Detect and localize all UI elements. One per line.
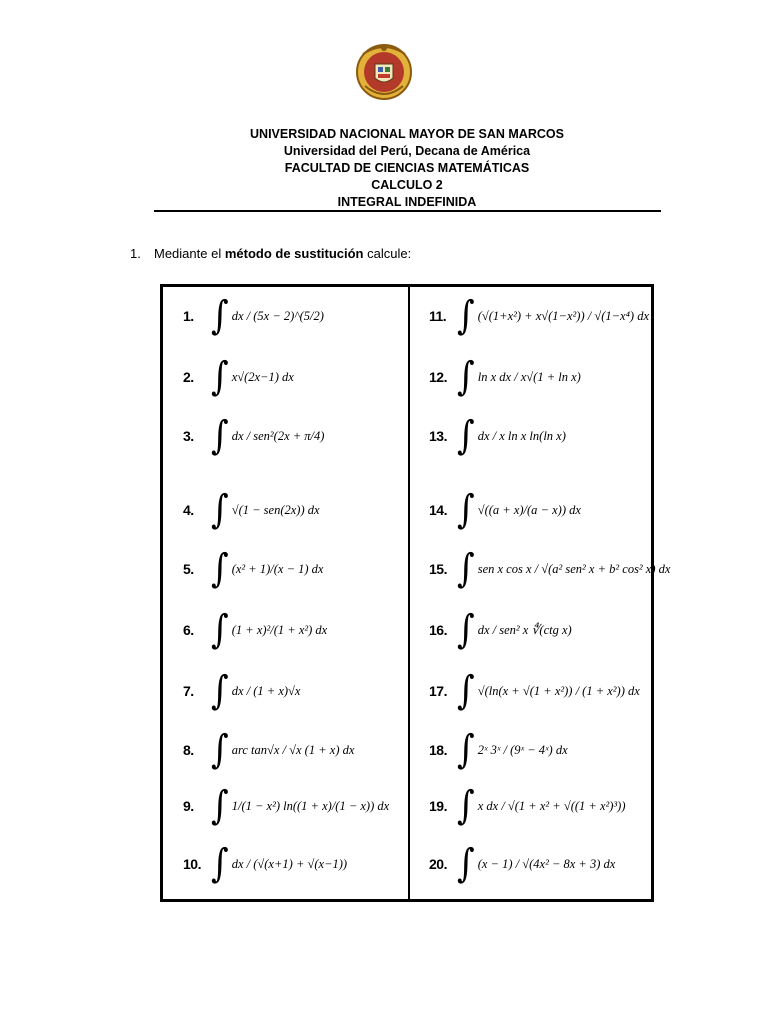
question-prefix: Mediante el xyxy=(154,246,225,261)
integral-sign: ∫ xyxy=(211,413,229,459)
problem-number: 7. xyxy=(183,683,194,699)
university-name: UNIVERSIDAD NACIONAL MAYOR DE SAN MARCOS xyxy=(250,127,564,141)
problem-integrand: x dx / √(1 + x² + √((1 + x²)³)) xyxy=(477,798,626,813)
integral-sign: ∫ xyxy=(457,783,475,829)
problem-10 xyxy=(183,841,348,887)
problem-12 xyxy=(429,354,581,400)
university-subtitle: Universidad del Perú, Decana de América xyxy=(283,144,531,158)
integral-sign: ∫ xyxy=(211,487,229,533)
integral-sign: ∫ xyxy=(457,354,475,400)
integral-sign: ∫ xyxy=(211,546,229,592)
problem-integrand: 1/(1 − x²) ln((1 + x)/(1 − x)) dx xyxy=(231,798,390,813)
problem-14 xyxy=(429,487,581,533)
problem-integrand: dx / sen² x ∜(ctg x) xyxy=(477,623,572,637)
problem-integrand: dx / (1 + x)√x xyxy=(231,683,301,698)
problem-integrand: (√(1+x²) + x√(1−x²)) / √(1−x⁴) dx xyxy=(477,308,650,323)
column-divider xyxy=(408,287,410,899)
problem-integrand: dx / sen²(2x + π/4) xyxy=(231,428,325,443)
question-number: 1. xyxy=(130,246,141,261)
problem-8 xyxy=(183,727,355,773)
problem-5 xyxy=(183,546,324,592)
problem-13 xyxy=(429,413,566,459)
problem-number: 4. xyxy=(183,502,194,518)
problem-number: 2. xyxy=(183,369,194,385)
problem-integrand: (1 + x)²/(1 + x²) dx xyxy=(231,622,328,637)
header-divider xyxy=(154,210,661,212)
problem-number: 19. xyxy=(429,798,447,814)
problem-integrand: (x² + 1)/(x − 1) dx xyxy=(231,561,324,576)
topic-title: INTEGRAL INDEFINIDA xyxy=(337,195,477,209)
problem-number: 6. xyxy=(183,622,194,638)
problem-number: 20. xyxy=(429,856,447,872)
problem-19 xyxy=(429,783,626,829)
problem-integrand: arc tan√x / √x (1 + x) dx xyxy=(231,742,355,757)
problem-number: 11. xyxy=(429,308,447,324)
problem-number: 14. xyxy=(429,502,447,518)
integral-sign: ∫ xyxy=(457,546,475,592)
problem-number: 16. xyxy=(429,622,447,638)
integral-sign: ∫ xyxy=(211,668,229,714)
problem-number: 10. xyxy=(183,856,201,872)
problem-integrand: 2ˣ 3ˣ / (9ˣ − 4ˣ) dx xyxy=(477,742,568,757)
integral-sign: ∫ xyxy=(211,354,229,400)
problem-number: 15. xyxy=(429,561,447,577)
problem-1 xyxy=(183,293,324,339)
document-header xyxy=(154,126,660,211)
problem-20 xyxy=(429,841,616,887)
problem-number: 13. xyxy=(429,428,447,444)
question-method: método de sustitución xyxy=(224,246,364,261)
question-statement xyxy=(130,246,411,261)
university-seal-logo xyxy=(353,40,415,102)
problem-6 xyxy=(183,607,328,653)
integral-sign: ∫ xyxy=(211,727,229,773)
integral-sign: ∫ xyxy=(457,293,475,339)
problem-integrand: dx / (5x − 2)^(5/2) xyxy=(231,308,324,323)
faculty-name: FACULTAD DE CIENCIAS MATEMÁTICAS xyxy=(284,161,530,175)
integral-sign: ∫ xyxy=(211,607,229,653)
problem-11 xyxy=(429,293,650,339)
problem-number: 9. xyxy=(183,798,194,814)
problem-number: 18. xyxy=(429,742,447,758)
integral-sign: ∫ xyxy=(211,293,229,339)
problem-16 xyxy=(429,607,572,653)
problem-17 xyxy=(429,668,640,714)
question-suffix: calcule: xyxy=(363,246,412,261)
problems-table xyxy=(160,284,671,902)
problem-18 xyxy=(429,727,568,773)
problem-integrand: √((a + x)/(a − x)) dx xyxy=(477,502,581,517)
integral-sign: ∫ xyxy=(457,668,475,714)
problem-number: 1. xyxy=(183,308,194,324)
problem-4 xyxy=(183,487,320,533)
problem-integrand: √(1 − sen(2x)) dx xyxy=(231,502,320,517)
problem-integrand: dx / x ln x ln(ln x) xyxy=(477,428,566,443)
problem-number: 12. xyxy=(429,369,447,385)
problem-15 xyxy=(429,546,671,592)
problem-integrand: sen x cos x / √(a² sen² x + b² cos² x) dx xyxy=(477,561,671,576)
problem-number: 8. xyxy=(183,742,194,758)
problem-number: 5. xyxy=(183,561,194,577)
problem-integrand: ln x dx / x√(1 + ln x) xyxy=(477,369,581,384)
integral-sign: ∫ xyxy=(211,841,229,887)
problem-integrand: x√(2x−1) dx xyxy=(231,369,294,384)
integral-sign: ∫ xyxy=(457,413,475,459)
problem-integrand: √(ln(x + √(1 + x²)) / (1 + x²)) dx xyxy=(477,683,640,698)
problem-2 xyxy=(183,354,294,400)
integral-sign: ∫ xyxy=(457,607,475,653)
integral-sign: ∫ xyxy=(457,487,475,533)
problem-7 xyxy=(183,668,301,714)
integral-sign: ∫ xyxy=(211,783,229,829)
problem-integrand: (x − 1) / √(4x² − 8x + 3) dx xyxy=(477,856,616,871)
problem-number: 3. xyxy=(183,428,194,444)
problem-number: 17. xyxy=(429,683,447,699)
problem-integrand: dx / (√(x+1) + √(x−1)) xyxy=(231,856,348,871)
problem-9 xyxy=(183,783,390,829)
problem-3 xyxy=(183,413,325,459)
integral-sign: ∫ xyxy=(457,841,475,887)
integral-sign: ∫ xyxy=(457,727,475,773)
course-name: CALCULO 2 xyxy=(371,178,443,192)
